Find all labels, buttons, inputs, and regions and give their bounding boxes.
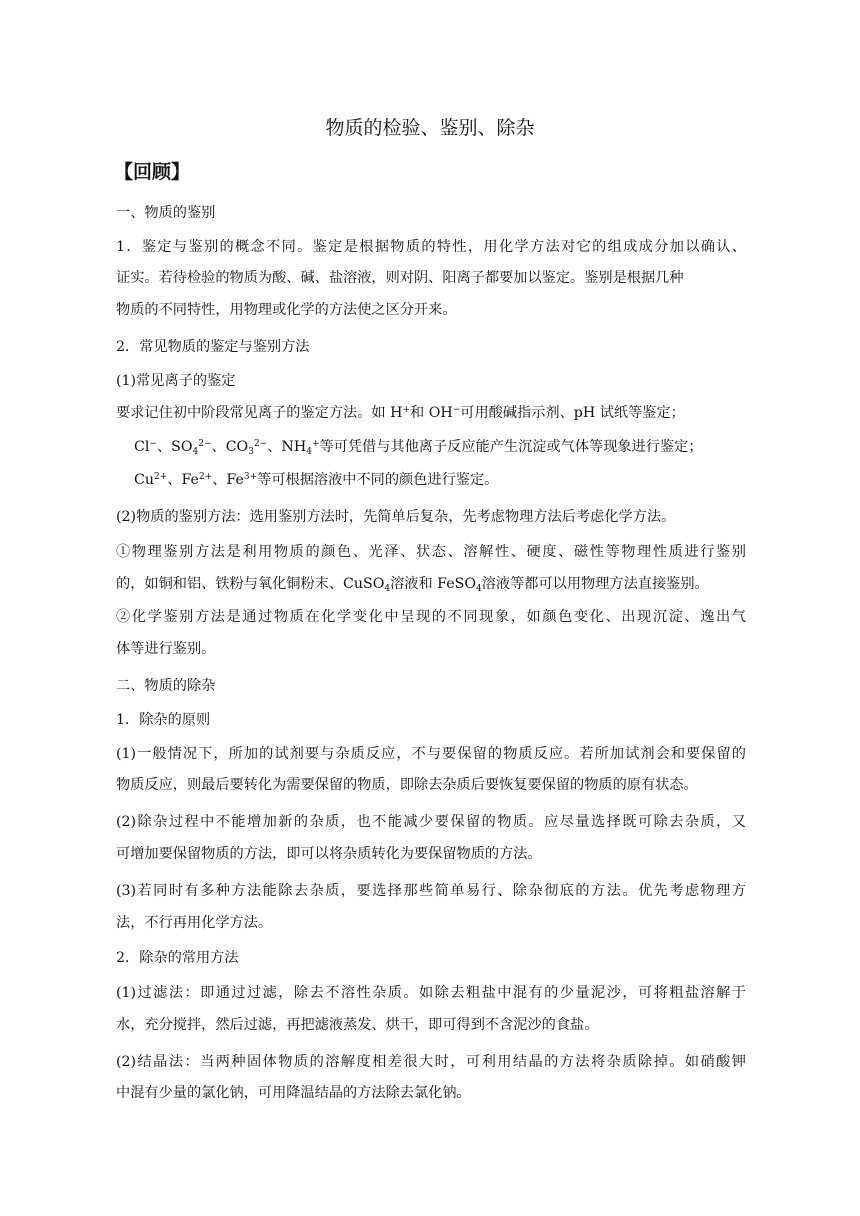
paragraph-line: 可增加要保留物质的方法，即可以将杂质转化为要保留物质的方法。 [116,846,542,862]
ion-line-3: $Cu^{2+}$、$Fe^{2+}$、$Fe^{3+}$等可根据溶液中不同的颜色进行鉴定。 [134,472,499,488]
document-title: 物质的检验、鉴别、除杂 [325,117,535,139]
section-2-heading: 二、物质的除杂 [116,678,216,694]
paragraph-line: ①物理鉴别方法是利用物质的颜色、光泽、状态、溶解性、硬度、磁性等物理性质进行鉴别 [116,544,746,560]
paragraph-line: (2)物质的鉴别方法：选用鉴别方法时，先简单后复杂，先考虑物理方法后考虑化学方法。 [116,509,676,525]
paragraph-line: (2)结晶法：当两种固体物质的溶解度相差很大时，可利用结晶的方法将杂质除掉。如硝酸钾 [116,1054,746,1070]
paragraph-line: (3)若同时有多种方法能除去杂质，要选择那些简单易行、除杂彻底的方法。优先考虑物理方 [116,883,746,899]
subsection-heading: 1．除杂的原则 [116,712,211,728]
paragraph-line: 的，如铜和铝、铁粉与氧化铜粉末、CuSO$_4$溶液和 FeSO$_4$溶液等都可以用物理方法直接鉴别。 [116,576,709,594]
paragraph-line: (1)过滤法：即通过过滤，除去不溶性杂质。如除去粗盐中混有的少量泥沙，可将粗盐溶解于 [116,985,746,1001]
paragraph-line: (1)一般情况下，所加的试剂要与杂质反应，不与要保留的物质反应。若所加试剂会和要保留的 [116,746,746,762]
ion-line-1: 要求记住初中阶段常见离子的鉴定方法。如 H+和 OH−可用酸碱指示剂、pH 试纸等鉴定； [116,405,685,421]
subsection-heading: 2．常见物质的鉴定与鉴别方法 [116,339,310,355]
paragraph-line: 物质的不同特性，用物理或化学的方法使之区分开来。 [116,302,457,318]
paragraph-line: 1．鉴定与鉴别的概念不同。鉴定是根据物质的特性，用化学方法对它的组成成分加以确认、 [116,239,746,255]
paragraph-line: 法，不行再用化学方法。 [116,915,273,931]
paragraph-line: 证实。若待检验的物质为酸、碱、盐溶液，则对阴、阳离子都要加以鉴定。鉴别是根据几种 [116,270,684,286]
review-heading: 【回顾】 [114,161,191,183]
subsection-heading: 2．除杂的常用方法 [116,950,239,966]
paragraph-line: ②化学鉴别方法是通过物质在化学变化中呈现的不同现象，如颜色变化、出现沉淀、逸出气 [116,609,746,625]
paragraph-line: 中混有少量的氯化钠，可用降温结晶的方法除去氯化钠。 [116,1085,471,1101]
ion-line-2: Cl−、$SO_4^{2-}$、$CO_3^{2-}$、$NH_4^+$等可凭借与其他离子反应能产生沉淀或气体等现象进行鉴定； [134,439,703,457]
paragraph-line: 体等进行鉴别。 [116,641,216,657]
paragraph-line: (2)除杂过程中不能增加新的杂质，也不能减少要保留的物质。应尽量选择既可除去杂质，又 [116,814,746,830]
paragraph-line: 水，充分搅拌，然后过滤，再把滤液蒸发、烘干，即可得到不含泥沙的食盐。 [116,1017,599,1033]
subsection-heading: (1)常见离子的鉴定 [116,373,236,389]
section-1-heading: 一、物质的鉴别 [116,205,216,221]
paragraph-line: 物质反应，则最后要转化为需要保留的物质，即除去杂质后要恢复要保留的物质的原有状态。 [116,777,698,793]
